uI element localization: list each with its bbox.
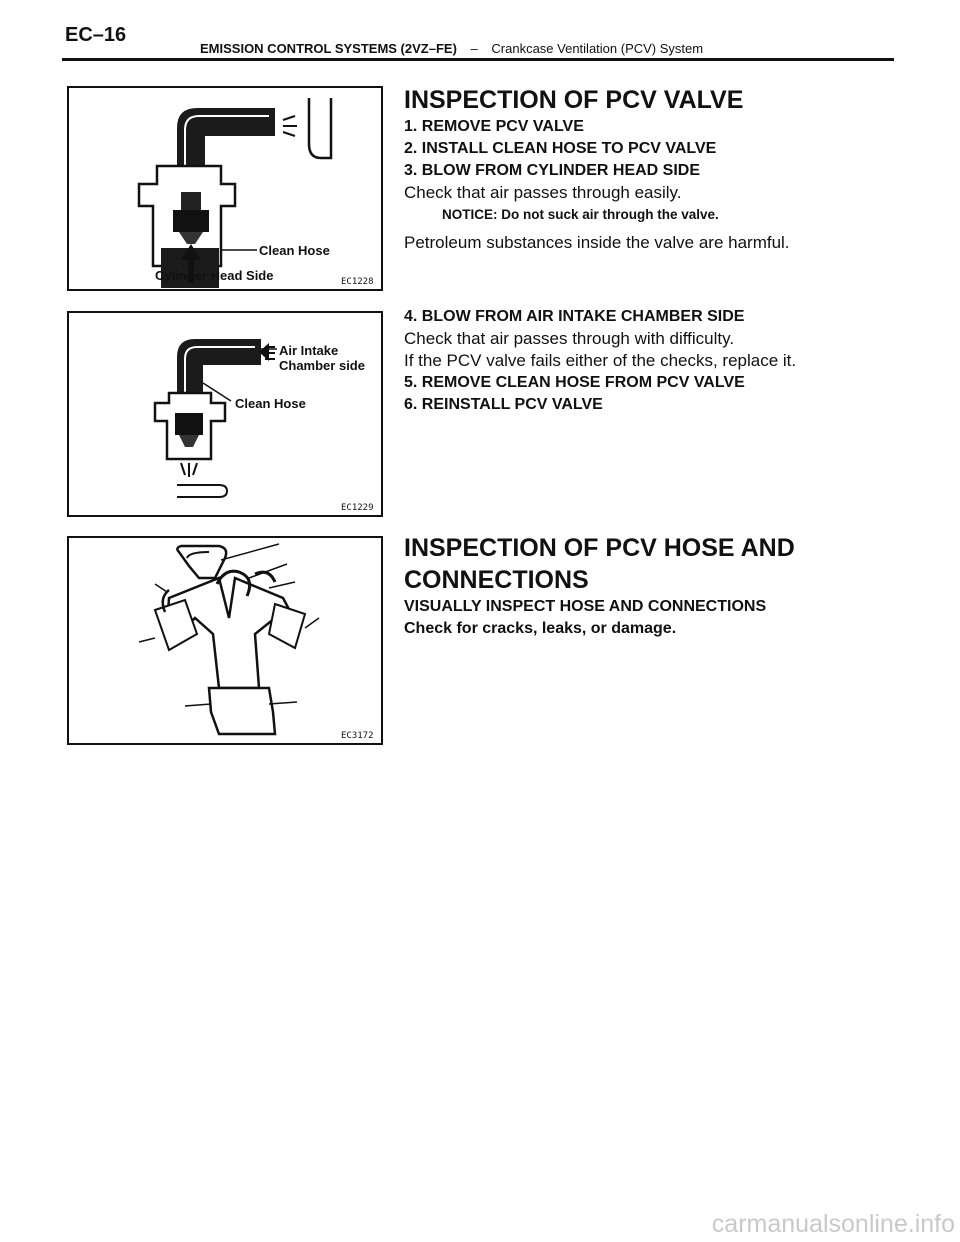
- step-6: 6. REINSTALL PCV VALVE: [404, 396, 603, 413]
- figure-code: EC1229: [341, 503, 374, 513]
- figure-label-clean-hose: Clean Hose: [259, 243, 330, 258]
- figure-label-clean-hose: Clean Hose: [235, 396, 306, 411]
- step-3: 3. BLOW FROM CYLINDER HEAD SIDE: [404, 162, 701, 179]
- check-text: Check for cracks, leaks, or damage.: [404, 620, 677, 637]
- subsection-title: Crankcase Ventilation (PCV) System: [491, 41, 704, 56]
- figure-label-cylinder-head-side: Cylinder Head Side: [155, 268, 274, 283]
- figure-code: EC1228: [341, 277, 374, 287]
- step-1: 1. REMOVE PCV VALVE: [404, 118, 584, 135]
- running-header: [200, 41, 703, 56]
- section-blow-intake-side: [404, 306, 824, 416]
- pcv-valve-cylinder-side-illustration: [69, 88, 381, 289]
- figure-pcv-valve-air-intake: [67, 311, 383, 517]
- header-rule: [62, 58, 894, 61]
- engine-hoses-illustration: [69, 538, 381, 743]
- section-inspection-pcv-valve: [404, 84, 824, 254]
- section-heading-line-1: INSPECTION OF PCV HOSE AND: [404, 534, 795, 562]
- step-2: 2. INSTALL CLEAN HOSE TO PCV VALVE: [404, 140, 717, 157]
- notice-text: NOTICE: Do not suck air through the valve.: [442, 207, 719, 222]
- pcv-valve-intake-side-illustration: [69, 313, 381, 515]
- section-heading: INSPECTION OF PCV VALVE: [404, 86, 744, 114]
- step-5: 5. REMOVE CLEAN HOSE FROM PCV VALVE: [404, 374, 745, 391]
- check-text: Check that air passes through with difficulty.: [404, 329, 735, 348]
- check-text: Check that air passes through easily.: [404, 183, 682, 202]
- figure-pcv-hose-connections: [67, 536, 383, 745]
- section-title: EMISSION CONTROL SYSTEMS (2VZ–FE): [200, 41, 457, 56]
- note-text: If the PCV valve fails either of the checks, replace it.: [404, 351, 797, 370]
- note-text: Petroleum substances inside the valve are harmful.: [404, 233, 790, 252]
- figure-label-air-intake: Air Intake: [279, 343, 339, 358]
- figure-pcv-valve-cylinder-head: [67, 86, 383, 291]
- watermark: carmanualsonline.info: [711, 1210, 955, 1238]
- figure-label-chamber-side: Chamber side: [279, 358, 365, 373]
- page-number: EC–16: [65, 24, 127, 46]
- section-inspection-pcv-hose: [404, 532, 824, 640]
- step-4: 4. BLOW FROM AIR INTAKE CHAMBER SIDE: [404, 308, 745, 325]
- section-heading-line-2: CONNECTIONS: [404, 566, 589, 594]
- step-visual-inspect: VISUALLY INSPECT HOSE AND CONNECTIONS: [404, 598, 767, 615]
- figure-code: EC3172: [341, 731, 374, 741]
- header-separator: –: [470, 41, 478, 56]
